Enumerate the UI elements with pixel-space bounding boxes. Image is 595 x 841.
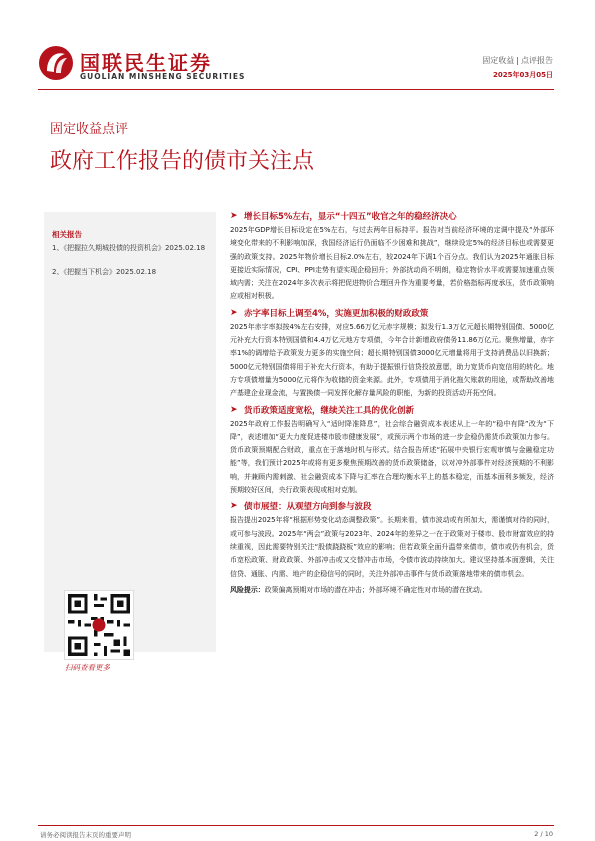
section (230, 404, 554, 498)
arrow-bullet-icon: ➤ (230, 211, 238, 221)
footer-divider (38, 825, 554, 826)
report-category: 固定收益点评 (50, 122, 129, 137)
section (230, 307, 554, 401)
report-date: 2025年03月05日 (493, 71, 553, 79)
arrow-bullet-icon: ➤ (230, 307, 238, 318)
company-logo-icon (38, 45, 74, 81)
report-title: 政府工作报告的债市关注点 (50, 149, 315, 174)
section-heading (230, 404, 554, 416)
qr-caption: 扫码查看更多 (65, 663, 110, 672)
doc-type-label: 固定收益 | 点评报告 (482, 56, 553, 65)
section-heading (230, 307, 554, 319)
risk-warning (230, 584, 554, 597)
section-body: 2025年赤字率拟按4%左右安排，对应5.66万亿元赤字规模；拟发行1.3万亿元超长期特别国债、5000亿元补充大行资本特别国债和4.4万亿元地方专项债，今年合计新增政府债务11.86万亿元。聚焦增量，赤字率1%的调增给予政策发力更多的实施空间；超长期特别国债3000亿元增量将用于支持消费品以旧换新；5000亿元特别国债将用于补充大行资本，有助于提振银行信贷投放意愿，助力宽货币向宽信用的转化。地方专项债增量为5000亿元将作为收储的资金来源。此外，专项债用于消化拖欠账款的用途，或帮助改善地产基建企业现金流，与置换债一同发挥化解存量风险的职能，为新的投资活动开拓空间。 (230, 322, 554, 398)
header-divider (38, 89, 554, 90)
section (230, 500, 554, 580)
risk-text: 政策偏离预期对市场的潜在冲击；外部环境不确定性对市场的潜在扰动。 (264, 585, 487, 594)
section-title: 债市展望：从观望方向到参与波段 (244, 502, 372, 513)
footer-disclaimer: 请务必阅读报告末页的重要声明 (40, 831, 131, 839)
related-report-link[interactable]: 2、《把握当下机会》2025.02.18 (52, 268, 157, 276)
arrow-bullet-icon: ➤ (230, 501, 238, 512)
doc-category: 固定收益 (482, 56, 515, 65)
section-title: 货币政策适度宽松，继续关注工具的优化创新 (244, 405, 415, 416)
section-body: 报告提出2025年将“根据形势变化动态调整政策”。长期来看，债市波动或有所加大，需谨慎对待的同时，或可参与波段。2025年“两会”政策与2023年、2024年的差异之一在于政策对于楼市、股市财富效应的持续重视，因此需要特别关注“股债跷跷板”效应的影响；但若政策全面升温带来债市，债市或仍有机会，货币宽松政策、财政政策、外部冲击或又交替冲击市场，令债市波动持续加大。建议坚持基本面逻辑，关注信贷、通胀、内需、地产的企稳信号的同时，关注外部冲击事件与货币政策落地带来的债市机会。 (230, 516, 554, 578)
section-title: 赤字率目标上调至4%，实施更加积极的财政政策 (244, 308, 429, 319)
arrow-bullet-icon: ➤ (230, 404, 238, 415)
related-report-link[interactable]: 1、《把握拉久期城投债的投资机会》2025.02.18 (52, 244, 206, 252)
section-heading (230, 500, 554, 512)
doc-type: 点评报告 (521, 56, 553, 65)
related-reports-heading: 相关报告 (52, 230, 82, 239)
sidebar-panel (44, 212, 216, 652)
section-title: 增长目标5%左右，显示“十四五”收官之年的稳经济决心 (244, 212, 457, 222)
company-name-cn: 国联民生证券 (80, 51, 212, 75)
qr-code-icon[interactable] (64, 590, 134, 660)
section (230, 210, 554, 304)
risk-label: 风险提示： (230, 585, 265, 594)
page-number: 2 / 10 (534, 830, 553, 838)
section-heading (230, 210, 554, 222)
report-body (230, 210, 554, 597)
section-body: 2025年政府工作报告明确写入“适时降准降息”，社会综合融资成本表述从上一年的“稳中有降”改为“下降”，表述增加“更大力度促进楼市股市健康发展”，或预示两个市场的进一步企稳仍需货币政策加力参与。货币政策预期配合财政，重点在于落地时机与形式。结合报告所述“拓展中央银行宏观审慎与金融稳定功能”等，我们预计2025年或将有更多聚焦预期改善的货币政策储备，以对冲外部事件对经济预期的不利影响，并兼顾内需刺激、社会融资成本下降与汇率在合理均衡水平上的基本稳定，而基本面利多频发，经济预期较好区间，央行政策表现或相对克制。 (230, 419, 554, 495)
section-body: 2025年GDP增长目标设定在5%左右，与过去两年目标持平。报告对当前经济环境的定调中提及“外部环境变化带来的不利影响加深，我国经济运行仍面临不少困难和挑战”，继续设定5%的经济目标也或需要更强的政策支持。2025年物价增长目标2.0%左右，较2024年下调1个百分点。我们认为2025年通胀目标更接近实际情况，CPI、PPI走势有望实现企稳回升；外部扰动尚不明朗，稳定物价水平或需要加速重点领域内需；关注在2024年多次表示将把促进物价合理回升作为重要考量，若价格指标再度承压，货币政策响应或相对积极。 (230, 226, 554, 301)
company-name-en: GUOLIAN MINSHENG SECURITIES (80, 72, 246, 81)
